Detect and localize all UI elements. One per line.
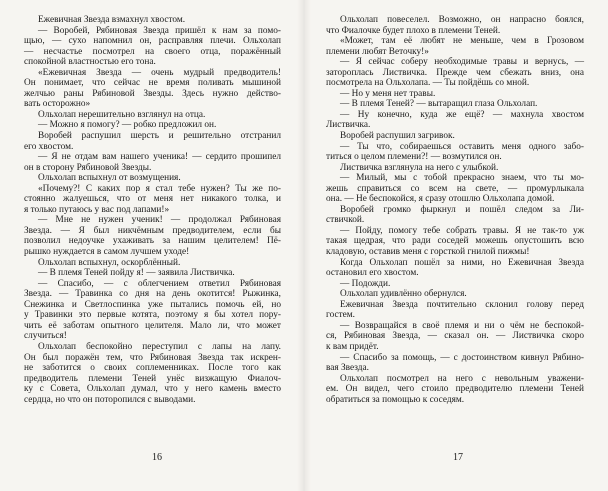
text-line: Воробей громко фыркнул и пошёл следом за Ли- — [340, 204, 584, 215]
text-line: Ольхолап вспыхнул, оскорблённый. — [38, 257, 181, 268]
text-line: Ольхолап удивлённо обернулся. — [340, 289, 467, 300]
text-line: такая щедрая, что ради соседей можешь опустошить всю — [326, 236, 584, 247]
text-line: его хвостом. — [24, 141, 74, 152]
text-line: — Я не отдам вам нашего ученика! — сердито прошипел — [38, 152, 281, 163]
text-line: племени любят Веточку!» — [326, 46, 429, 57]
text-line: Воробей распушил загривок. — [340, 131, 455, 142]
text-line: ствичкой. — [326, 215, 365, 226]
text-line: — Мне не нужен ученик! — продолжал Рябиновая — [38, 215, 281, 226]
text-line: Листвичка взглянула на него с улыбкой. — [340, 162, 499, 173]
text-line: вать осторожно» — [24, 99, 91, 110]
text-line: желчью раны Рябиновой Звезды. Здесь нужно действо- — [24, 88, 281, 99]
left-page-text — [24, 15, 281, 405]
text-line: к вам придёт. — [326, 341, 379, 352]
text-line: посмотрела на Ольхолапа. — Ты пойдёшь со мной. — [326, 78, 530, 89]
text-line: — Ты что, собираешься оставить меня одного забо- — [340, 141, 584, 152]
text-line: — Спасибо за помощь, — с достоинством кивнул Рябино- — [340, 352, 584, 363]
text-line: Ежевичная Звезда взмахнул хвостом. — [38, 15, 186, 25]
text-line: остановил его хвостом. — [326, 268, 419, 279]
text-line: рышко нуждается в самом лучшем уходе! — [24, 247, 190, 258]
text-line: случиться! — [24, 331, 67, 342]
text-line: — Спасибо, — с облегчением ответил Рябиновая — [38, 278, 281, 289]
page-number-right: 17 — [453, 452, 463, 463]
book-gutter — [297, 0, 311, 491]
text-line: я только путаюсь у вас под лапами!» — [24, 204, 170, 215]
text-line: предводитель племени Теней унёс визжащую Фиалоч- — [24, 373, 281, 384]
text-line: что Фиалочке будет плохо в племени Теней. — [326, 25, 501, 36]
text-line: — Подожди. — [340, 278, 391, 289]
text-line: — В племя Теней? — вытаращил глаза Ольхолап. — [340, 99, 538, 110]
text-line: титься о целом племени?! — возмутился он. — [326, 152, 502, 163]
text-line: ку с Совета, Ольхолап думал, что у него камень вместо — [24, 384, 281, 395]
text-line: «Может, там её любят не меньше, чем в Грозовом — [340, 36, 584, 47]
text-line: Ольхолап нерешительно взглянул на отца. — [38, 109, 206, 120]
text-line: затороплась Листвичка. Прежде чем сбежать вниз, она — [326, 67, 584, 78]
text-line: Ольхолап вспыхнул от возмущения. — [38, 173, 181, 184]
text-line: ем. Он видел, чего стоило предводителю племени Теней — [326, 384, 584, 395]
text-line: Ольхолап повеселел. Возможно, он напрасно боялся, — [340, 15, 584, 25]
text-line: Он понимает, что сейчас не время поливать мышиной — [24, 78, 281, 89]
text-line: Листвичка. — [326, 120, 371, 131]
text-line: Воробей распушил шерсть и решительно отстранил — [38, 131, 281, 142]
text-line: Когда Ольхолап пошёл за ними, но Ежевичная Звезда — [340, 257, 584, 268]
text-line: «Ежевичная Звезда — очень мудрый предводитель! — [38, 67, 281, 78]
text-line: — Но у меня нет травы. — [340, 88, 436, 99]
text-line: он в сторону Рябиновой Звезды. — [24, 162, 152, 173]
text-line: Ежевичная Звезда почтительно склонил голову перед — [340, 299, 584, 310]
text-line: — В племя Теней пойду я! — заявила Листвичка. — [38, 268, 235, 279]
text-line: вая Звезда. — [326, 363, 369, 374]
text-line: ся, Рябиновая Звезда, — сказал он. — Листвичка скоро — [326, 331, 584, 342]
text-line: гостем. — [326, 310, 355, 321]
text-line: обратиться за помощью к соседям. — [326, 394, 465, 405]
text-line: Звезда. — Я был никчёмным предводителем, если бы — [24, 225, 281, 236]
text-line: Звезда. — Травинка со дня на день окотится! Рыжинка, — [24, 289, 281, 300]
text-line: — Воробей, Рябиновая Звезда пришёл к нам за помо- — [38, 25, 281, 36]
right-page — [304, 0, 608, 491]
text-line: — Возвращайся в своё племя и ни о чём не беспокой- — [340, 320, 584, 331]
page-number-left: 16 — [152, 452, 162, 463]
text-line: она. — Не беспокойся, я сразу отошлю Ольхолапа домой. — [326, 194, 555, 205]
text-line: позволил недоучке ухаживать за нашим целителем! Пё- — [24, 236, 281, 247]
text-line: — Ну конечно, куда же ещё? — махнула хвостом — [340, 109, 584, 120]
text-line: жешь справиться со всем на свете, — промурлыкала — [326, 183, 584, 194]
text-line: не заботится о своих соплеменниках. После того как — [24, 363, 281, 374]
text-line: сердца, но что он поторопился с выводами. — [24, 394, 196, 405]
text-line: — Милый, мы с тобой прекрасно знаем, что ты мо- — [340, 173, 584, 184]
text-line: — Пойду, помогу тебе собрать травы. Я не так-то уж — [340, 225, 584, 236]
text-line: у Травинки это первые котята, поэтому я бы хотел пору- — [24, 310, 281, 321]
text-line: Снежинка и Светлоспинка уже пытались помочь ей, но — [24, 299, 281, 310]
text-line: спокойной властностью его тона. — [24, 57, 156, 68]
text-line: Ольхолап беспокойно переступил с лапы на лапу. — [38, 341, 281, 352]
text-line: щью, — сухо напомнил он, расправляя плечи. Ольхолап — [24, 36, 281, 47]
text-line: — несчастье посмотрел на своего отца, поражённый — [24, 46, 281, 57]
text-line: Ольхолап посмотрел на него с невольным уважени- — [340, 373, 584, 384]
text-line: «Почему?! С каких пор я стал тебе нужен? Ты же по- — [38, 183, 281, 194]
text-line: — Я сейчас соберу необходимые травы и вернусь, — — [340, 57, 584, 68]
text-line: стоянно жалуешься, что от меня нет никакого толка, и — [24, 194, 281, 205]
right-page-text — [326, 15, 584, 405]
text-line: — Можно я помогу? — робко предложил он. — [38, 120, 217, 131]
text-line: кладовую, оставив меня с горсткой гнилой пижмы! — [326, 247, 530, 258]
text-line: чить её заботам опытного целителя. Мало ли, что может — [24, 320, 281, 331]
text-line: Он был поражён тем, что Рябиновая Звезда так искрен- — [24, 352, 281, 363]
